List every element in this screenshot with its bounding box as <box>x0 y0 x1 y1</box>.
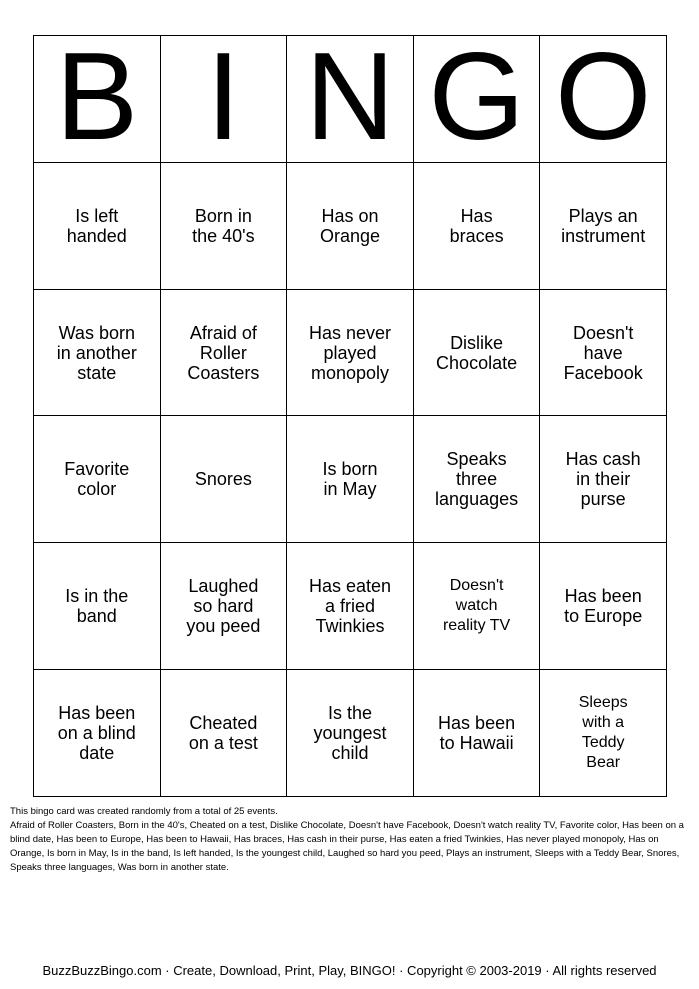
square-text: Born in the 40's <box>192 205 255 246</box>
bingo-card <box>33 27 667 797</box>
bingo-square <box>287 543 414 670</box>
bingo-square <box>287 416 414 543</box>
bingo-square <box>540 289 667 416</box>
bingo-square <box>540 162 667 289</box>
header-letter: B <box>55 27 139 166</box>
square-text: Is left handed <box>66 205 127 246</box>
bingo-square <box>160 162 287 289</box>
header-letter-g <box>413 27 540 166</box>
bingo-row <box>34 670 667 797</box>
square-text: Favorite color <box>64 459 130 500</box>
card-notes <box>10 805 690 875</box>
square-text: Plays an instrument <box>561 205 646 246</box>
header-letter-i <box>160 27 287 166</box>
bingo-square <box>413 289 540 416</box>
bingo-square <box>34 670 161 797</box>
bingo-square <box>540 416 667 543</box>
bingo-square <box>413 162 540 289</box>
square-text: Snores <box>194 469 252 490</box>
square-text: Has on Orange <box>319 205 380 246</box>
square-text: Has never played monopoly <box>308 322 391 383</box>
square-text: Laughed so hard you peed <box>186 576 261 637</box>
header-letter: I <box>206 27 241 166</box>
square-text: Has cash in their purse <box>565 449 641 510</box>
square-text: Has been to Europe <box>564 586 643 627</box>
square-text: Has been on a blind date <box>57 703 136 764</box>
bingo-square <box>287 289 414 416</box>
notes-event-list: Afraid of Roller Coasters, Born in the 40's, Cheated on a test, Dislike Chocolate, Doesn't have Facebook, Doesn't watch reality TV, Favorite color, Has been on a blind date, Has been to Europe, Has been to Hawaii, Has braces, Has cash in their purse, Has eaten a fried Twinkies, Has never played monopoly, Has on Orange, Is born in May, Is in the band, Is left handed, Is the youngest child, Laughed so hard you peed, Plays an instrument, Sleeps with a Teddy Bear, Snores, Speaks three languages, Was born in another state. <box>10 820 684 873</box>
page-footer: BuzzBuzzBingo.com · Create, Download, Print, Play, BINGO! · Copyright © 2003-2019 · All rights reserved <box>42 963 657 978</box>
bingo-square <box>287 162 414 289</box>
bingo-row <box>34 543 667 670</box>
bingo-square <box>160 416 287 543</box>
bingo-square <box>413 543 540 670</box>
bingo-row <box>34 289 667 416</box>
square-text: Was born in another state <box>56 322 137 383</box>
bingo-square <box>540 543 667 670</box>
square-text: Is born in May <box>322 459 378 500</box>
header-letter-b <box>34 27 161 166</box>
bingo-square <box>540 670 667 797</box>
square-text: Has been to Hawaii <box>438 713 516 754</box>
bingo-square <box>413 416 540 543</box>
bingo-square <box>160 543 287 670</box>
square-text: Afraid of Roller Coasters <box>187 322 260 383</box>
square-text: Has braces <box>449 205 504 246</box>
header-letter-o <box>540 27 667 166</box>
square-text: Is the youngest child <box>313 703 387 764</box>
square-text: Cheated on a test <box>188 713 258 754</box>
square-text: Dislike Chocolate <box>436 332 518 373</box>
bingo-row <box>34 416 667 543</box>
bingo-square <box>413 670 540 797</box>
bingo-square <box>34 162 161 289</box>
bingo-header-row <box>34 36 667 163</box>
bingo-square <box>287 670 414 797</box>
square-text: Doesn't have Facebook <box>563 322 643 383</box>
bingo-square <box>34 416 161 543</box>
notes-intro: This bingo card was created randomly from a total of 25 events. <box>10 806 278 817</box>
header-letter-n <box>287 27 414 166</box>
header-letter: G <box>428 27 525 166</box>
bingo-square <box>34 289 161 416</box>
header-letter: N <box>305 27 395 166</box>
header-letter: O <box>554 27 652 166</box>
bingo-square <box>160 289 287 416</box>
square-text: Has eaten a fried Twinkies <box>308 576 392 637</box>
square-text: Speaks three languages <box>435 449 519 510</box>
bingo-square <box>34 543 161 670</box>
square-text: Sleeps with a Teddy Bear <box>578 694 628 772</box>
bingo-row <box>34 162 667 289</box>
bingo-square <box>160 670 287 797</box>
square-text: Doesn't watch reality TV <box>442 577 511 635</box>
square-text: Is in the band <box>65 586 129 627</box>
